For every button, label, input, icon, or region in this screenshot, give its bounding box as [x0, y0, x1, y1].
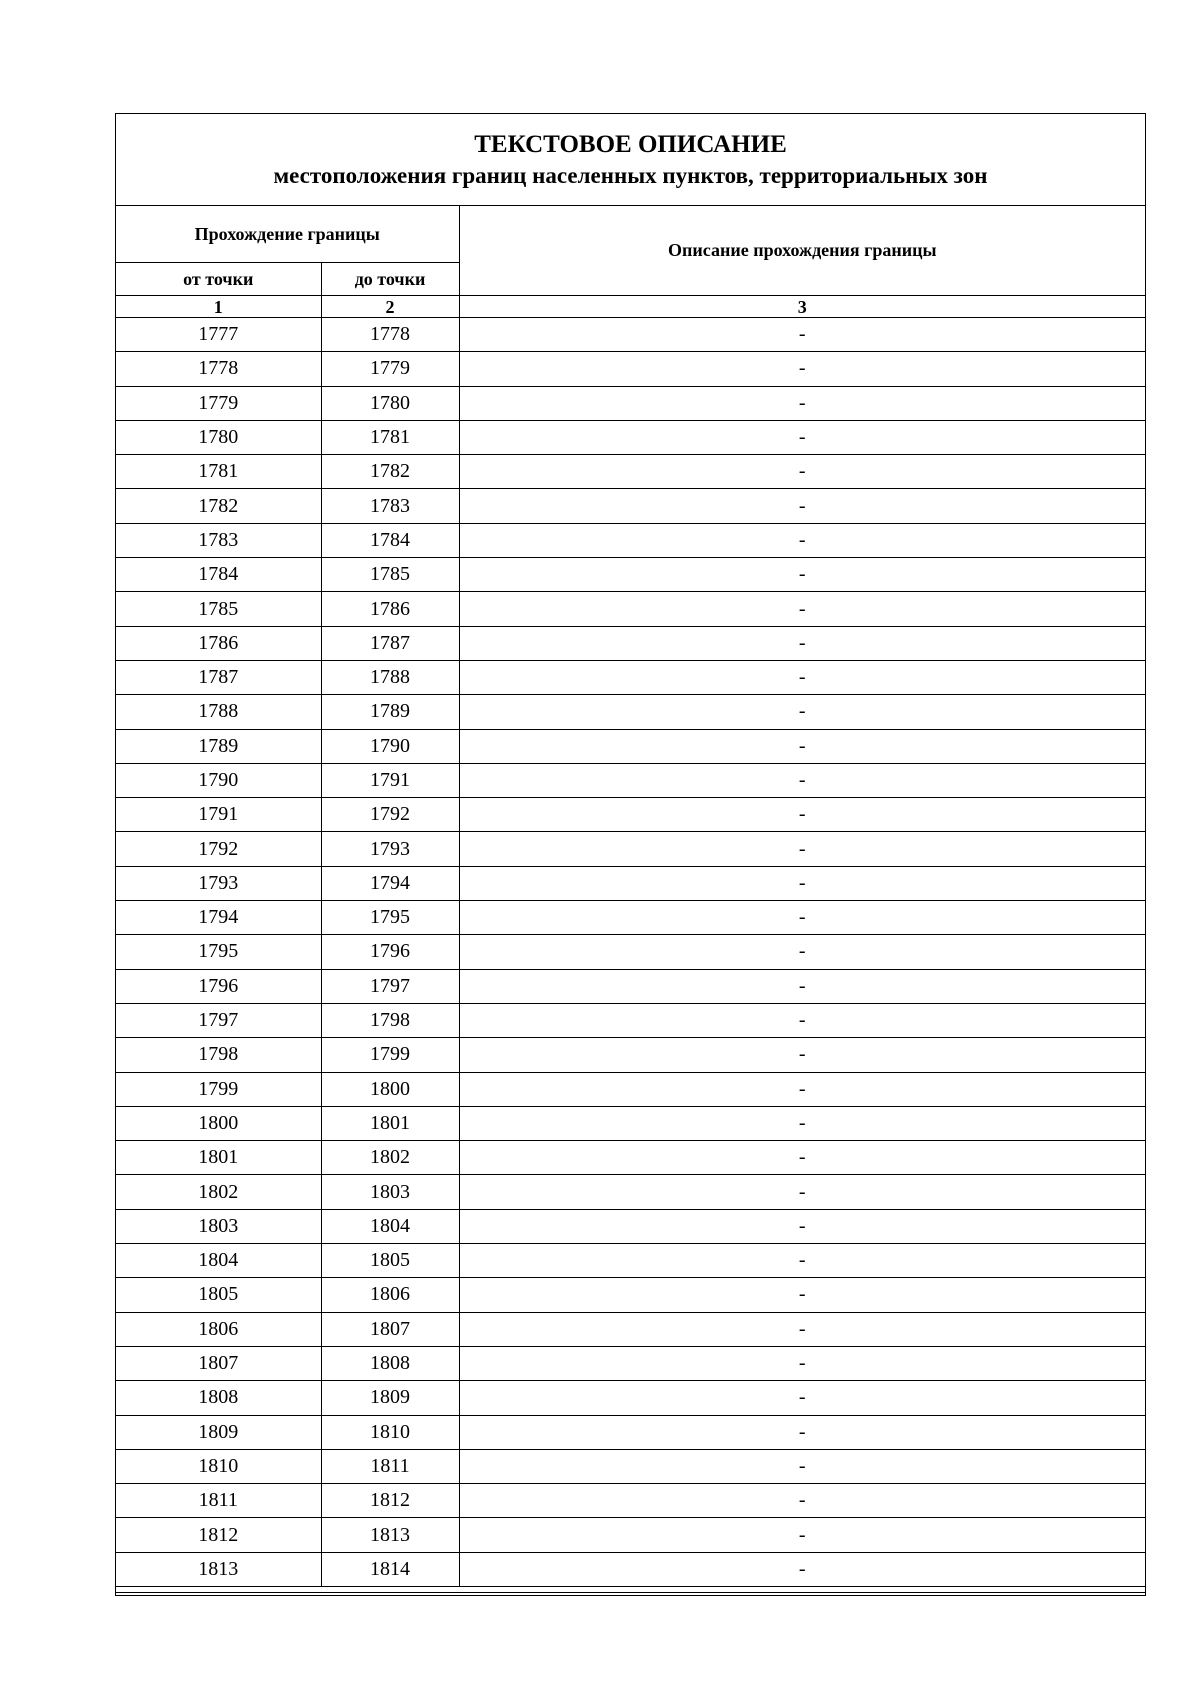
from-point-cell: 1805: [116, 1278, 321, 1312]
description-cell: -: [459, 1072, 1145, 1106]
description-cell: -: [459, 1175, 1145, 1209]
table-row: [116, 1312, 1145, 1346]
table-row: [116, 558, 1145, 592]
from-point-cell: 1813: [116, 1552, 321, 1586]
to-point-cell: 1802: [321, 1141, 459, 1175]
to-point-cell: 1810: [321, 1415, 459, 1449]
table-row: [116, 832, 1145, 866]
to-point-cell: 1780: [321, 386, 459, 420]
to-point-cell: 1813: [321, 1518, 459, 1552]
document-title: ТЕКСТОВОЕ ОПИСАНИЕ: [474, 131, 787, 158]
from-point-cell: 1789: [116, 729, 321, 763]
to-point-cell: 1806: [321, 1278, 459, 1312]
to-point-cell: 1812: [321, 1484, 459, 1518]
to-point-cell: 1787: [321, 626, 459, 660]
table-row: [116, 1209, 1145, 1243]
to-point-cell: 1795: [321, 901, 459, 935]
description-cell: -: [459, 1449, 1145, 1483]
from-point-cell: 1785: [116, 592, 321, 626]
to-point-cell: 1784: [321, 523, 459, 557]
description-cell: -: [459, 626, 1145, 660]
table-row: [116, 901, 1145, 935]
from-point-cell: 1777: [116, 318, 321, 352]
table-row: [116, 1552, 1145, 1586]
description-cell: -: [459, 660, 1145, 694]
table-row: [116, 592, 1145, 626]
table-row: [116, 1038, 1145, 1072]
to-point-cell: 1793: [321, 832, 459, 866]
from-point-header: от точки: [116, 263, 321, 296]
to-point-cell: 1808: [321, 1346, 459, 1380]
description-cell: -: [459, 420, 1145, 454]
description-cell: -: [459, 1038, 1145, 1072]
title-block: [116, 114, 1145, 206]
table-row: [116, 1244, 1145, 1278]
from-point-cell: 1790: [116, 763, 321, 797]
to-point-cell: 1801: [321, 1106, 459, 1140]
description-cell: -: [459, 1552, 1145, 1586]
from-point-cell: 1798: [116, 1038, 321, 1072]
to-point-cell: 1809: [321, 1381, 459, 1415]
from-point-cell: 1779: [116, 386, 321, 420]
description-cell: -: [459, 1209, 1145, 1243]
table-row: [116, 1518, 1145, 1552]
table-body: [116, 318, 1145, 1587]
to-point-cell: 1796: [321, 935, 459, 969]
from-point-cell: 1791: [116, 798, 321, 832]
from-point-cell: 1809: [116, 1415, 321, 1449]
table-row: [116, 1278, 1145, 1312]
to-point-cell: 1803: [321, 1175, 459, 1209]
table-row: [116, 1106, 1145, 1140]
table-row: [116, 1141, 1145, 1175]
document-frame: [115, 113, 1146, 1596]
from-point-cell: 1794: [116, 901, 321, 935]
to-point-cell: 1783: [321, 489, 459, 523]
to-point-cell: 1804: [321, 1209, 459, 1243]
description-cell: -: [459, 969, 1145, 1003]
table-row: [116, 1484, 1145, 1518]
table-row: [116, 866, 1145, 900]
from-point-cell: 1811: [116, 1484, 321, 1518]
description-cell: -: [459, 935, 1145, 969]
to-point-cell: 1805: [321, 1244, 459, 1278]
from-point-cell: 1806: [116, 1312, 321, 1346]
description-cell: -: [459, 763, 1145, 797]
from-point-cell: 1802: [116, 1175, 321, 1209]
bottom-rule: [116, 1592, 1145, 1593]
table-row: [116, 935, 1145, 969]
from-point-cell: 1801: [116, 1141, 321, 1175]
from-point-cell: 1796: [116, 969, 321, 1003]
to-point-cell: 1814: [321, 1552, 459, 1586]
from-point-cell: 1793: [116, 866, 321, 900]
column-number-1: 1: [116, 296, 321, 318]
table-row: [116, 729, 1145, 763]
table-row: [116, 318, 1145, 352]
to-point-cell: 1791: [321, 763, 459, 797]
from-point-cell: 1787: [116, 660, 321, 694]
to-point-cell: 1785: [321, 558, 459, 592]
from-point-cell: 1786: [116, 626, 321, 660]
to-point-cell: 1811: [321, 1449, 459, 1483]
description-cell: -: [459, 489, 1145, 523]
from-point-cell: 1799: [116, 1072, 321, 1106]
description-cell: -: [459, 1278, 1145, 1312]
description-cell: -: [459, 386, 1145, 420]
to-point-cell: 1807: [321, 1312, 459, 1346]
table-row: [116, 455, 1145, 489]
table-row: [116, 1346, 1145, 1380]
from-point-cell: 1803: [116, 1209, 321, 1243]
table-row: [116, 1381, 1145, 1415]
to-point-cell: 1798: [321, 1003, 459, 1037]
boundary-table: [116, 206, 1145, 1587]
table-row: [116, 420, 1145, 454]
to-point-cell: 1797: [321, 969, 459, 1003]
to-point-cell: 1799: [321, 1038, 459, 1072]
from-point-cell: 1781: [116, 455, 321, 489]
from-point-cell: 1808: [116, 1381, 321, 1415]
group-header-boundary-passage: Прохождение границы: [116, 206, 459, 263]
to-point-cell: 1782: [321, 455, 459, 489]
from-point-cell: 1780: [116, 420, 321, 454]
from-point-cell: 1783: [116, 523, 321, 557]
table-row: [116, 1415, 1145, 1449]
column-number-3: 3: [459, 296, 1145, 318]
table-row: [116, 798, 1145, 832]
to-point-cell: 1781: [321, 420, 459, 454]
table-row: [116, 1003, 1145, 1037]
description-cell: -: [459, 832, 1145, 866]
description-cell: -: [459, 318, 1145, 352]
table-row: [116, 1175, 1145, 1209]
table-row: [116, 386, 1145, 420]
from-point-cell: 1800: [116, 1106, 321, 1140]
to-point-header: до точки: [321, 263, 459, 296]
from-point-cell: 1810: [116, 1449, 321, 1483]
from-point-cell: 1788: [116, 695, 321, 729]
from-point-cell: 1792: [116, 832, 321, 866]
from-point-cell: 1795: [116, 935, 321, 969]
to-point-cell: 1789: [321, 695, 459, 729]
from-point-cell: 1812: [116, 1518, 321, 1552]
column-number-2: 2: [321, 296, 459, 318]
description-cell: -: [459, 455, 1145, 489]
description-cell: -: [459, 866, 1145, 900]
to-point-cell: 1778: [321, 318, 459, 352]
description-cell: -: [459, 592, 1145, 626]
description-cell: -: [459, 1106, 1145, 1140]
from-point-cell: 1784: [116, 558, 321, 592]
table-row: [116, 523, 1145, 557]
from-point-cell: 1804: [116, 1244, 321, 1278]
to-point-cell: 1794: [321, 866, 459, 900]
table-row: [116, 763, 1145, 797]
to-point-cell: 1786: [321, 592, 459, 626]
table-row: [116, 489, 1145, 523]
to-point-cell: 1779: [321, 352, 459, 386]
description-cell: -: [459, 1415, 1145, 1449]
table-row: [116, 969, 1145, 1003]
description-cell: -: [459, 1312, 1145, 1346]
description-cell: -: [459, 558, 1145, 592]
table-row: [116, 352, 1145, 386]
to-point-cell: 1790: [321, 729, 459, 763]
from-point-cell: 1797: [116, 1003, 321, 1037]
to-point-cell: 1800: [321, 1072, 459, 1106]
table-row: [116, 660, 1145, 694]
from-point-cell: 1782: [116, 489, 321, 523]
description-cell: -: [459, 1484, 1145, 1518]
description-cell: -: [459, 352, 1145, 386]
table-row: [116, 1072, 1145, 1106]
description-header: Описание прохождения границы: [459, 206, 1145, 296]
table-row: [116, 695, 1145, 729]
description-cell: -: [459, 1244, 1145, 1278]
description-cell: -: [459, 1141, 1145, 1175]
from-point-cell: 1807: [116, 1346, 321, 1380]
table-row: [116, 1449, 1145, 1483]
description-cell: -: [459, 1518, 1145, 1552]
to-point-cell: 1792: [321, 798, 459, 832]
description-cell: -: [459, 729, 1145, 763]
description-cell: -: [459, 1346, 1145, 1380]
description-cell: -: [459, 798, 1145, 832]
to-point-cell: 1788: [321, 660, 459, 694]
document-subtitle: местоположения границ населенных пунктов, территориальных зон: [273, 163, 988, 188]
table-row: [116, 626, 1145, 660]
description-cell: -: [459, 1381, 1145, 1415]
from-point-cell: 1778: [116, 352, 321, 386]
description-cell: -: [459, 1003, 1145, 1037]
description-cell: -: [459, 695, 1145, 729]
description-cell: -: [459, 901, 1145, 935]
description-cell: -: [459, 523, 1145, 557]
